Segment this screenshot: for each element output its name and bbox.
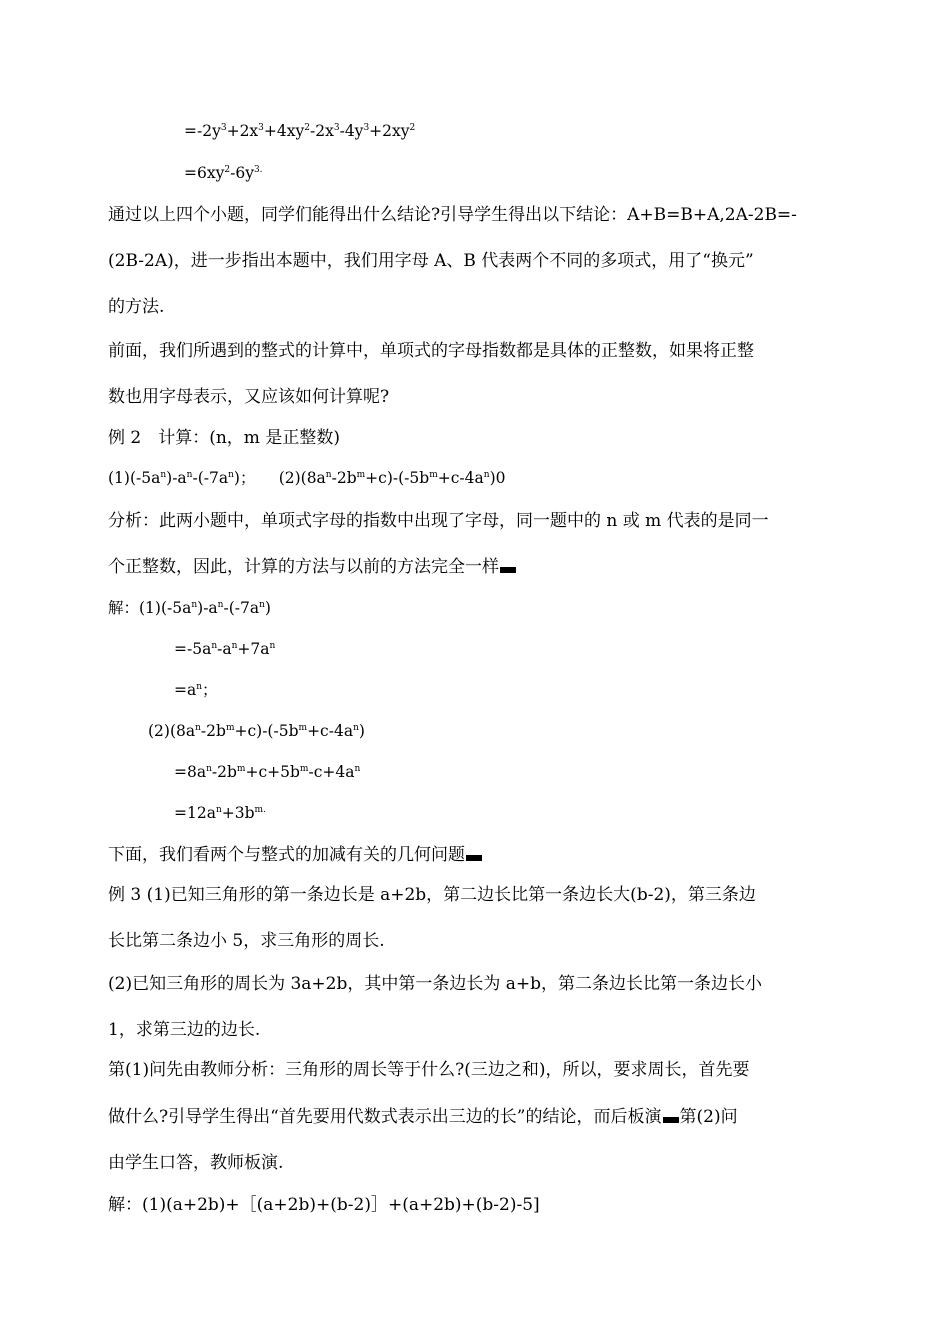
example-3-line-3: (2)已知三角形的周长为 3a+2b，其中第一条边长为 a+b，第二条边长比第一条边长小 [108, 974, 763, 994]
conclusion-paragraph-line-3: 的方法. [108, 297, 165, 317]
derivation-line-2: $=6xy^2-6y^{3.}$ [184, 164, 263, 182]
solution-line-1: 解：$(1)(-5a^n)-a^n-(-7a^n)$ [108, 599, 271, 617]
teaching-note-line-1: 第(1)问先由教师分析：三角形的周长等于什么?(三边之和)，所以，要求周长，首先要 [108, 1060, 750, 1080]
intro-paragraph-line-2: 数也用字母表示，又应该如何计算呢? [108, 387, 390, 407]
solution-line-4: $(2)(8a^n-2b^m+c)-(-5b^m+c-4a^n)$ [148, 722, 365, 740]
solution-line-5: $=8a^n-2b^m+c+5b^m-c+4a^n$ [174, 763, 361, 781]
example-3-line-1: 例 3 (1)已知三角形的第一条边长是 a+2b，第二边长比第一条边长大(b-2)，第三条边 [108, 885, 756, 905]
conclusion-paragraph-line-1: 通过以上四个小题，同学们能得出什么结论?引导学生得出以下结论：A+B=B+A,2A-2B=- [108, 205, 797, 225]
final-solution-line: 解：(1)(a+2b)+［(a+2b)+(b-2)］+(a+2b)+(b-2)-5] [108, 1195, 540, 1215]
example-3-line-2: 长比第二条边小 5，求三角形的周长. [108, 931, 385, 951]
solution-line-6: $=12a^n+3b^{m.}$ [174, 804, 266, 822]
analysis-line-1: 分析：此两小题中，单项式字母的指数中出现了字母，同一题中的 n 或 m 代表的是同一 [108, 511, 769, 531]
example-2-questions: $(1)(-5a^n)-a^n-(-7a^n)$； $(2)(8a^n-2b^m+c)-(-5b^m+c-4a^n)0$ [108, 469, 506, 487]
teaching-note-line-3: 由学生口答，教师板演. [108, 1153, 284, 1173]
placeholder-mark [500, 567, 516, 573]
example-3-line-4: 1，求第三边的边长. [108, 1020, 261, 1040]
conclusion-paragraph-line-2: (2B-2A)，进一步指出本题中，我们用字母 A、B 代表两个不同的多项式，用了“换元” [108, 251, 754, 271]
placeholder-mark [663, 1117, 679, 1123]
geometry-intro: 下面，我们看两个与整式的加减有关的几何问题 [108, 844, 483, 866]
teaching-note-line-2: 做什么?引导学生得出“首先要用代数式表示出三边的长”的结论，而后板演 第(2)问 [108, 1107, 738, 1127]
intro-paragraph-line-1: 前面，我们所遇到的整式的计算中，单项式的字母指数都是具体的正整数，如果将正整 [108, 341, 754, 361]
derivation-line-1: $=-2y^3+2x^3+4xy^2-2x^3-4y^3+2xy^2$ [184, 122, 416, 140]
placeholder-mark [466, 855, 482, 861]
solution-line-3: $=a^n$； [174, 681, 218, 699]
example-2-heading: 例 2 计算：(n，m 是正整数) [108, 428, 340, 448]
solution-line-2: $=-5a^n-a^n+7a^n$ [174, 640, 276, 658]
analysis-line-2: 个正整数，因此，计算的方法与以前的方法完全一样 [108, 556, 517, 578]
